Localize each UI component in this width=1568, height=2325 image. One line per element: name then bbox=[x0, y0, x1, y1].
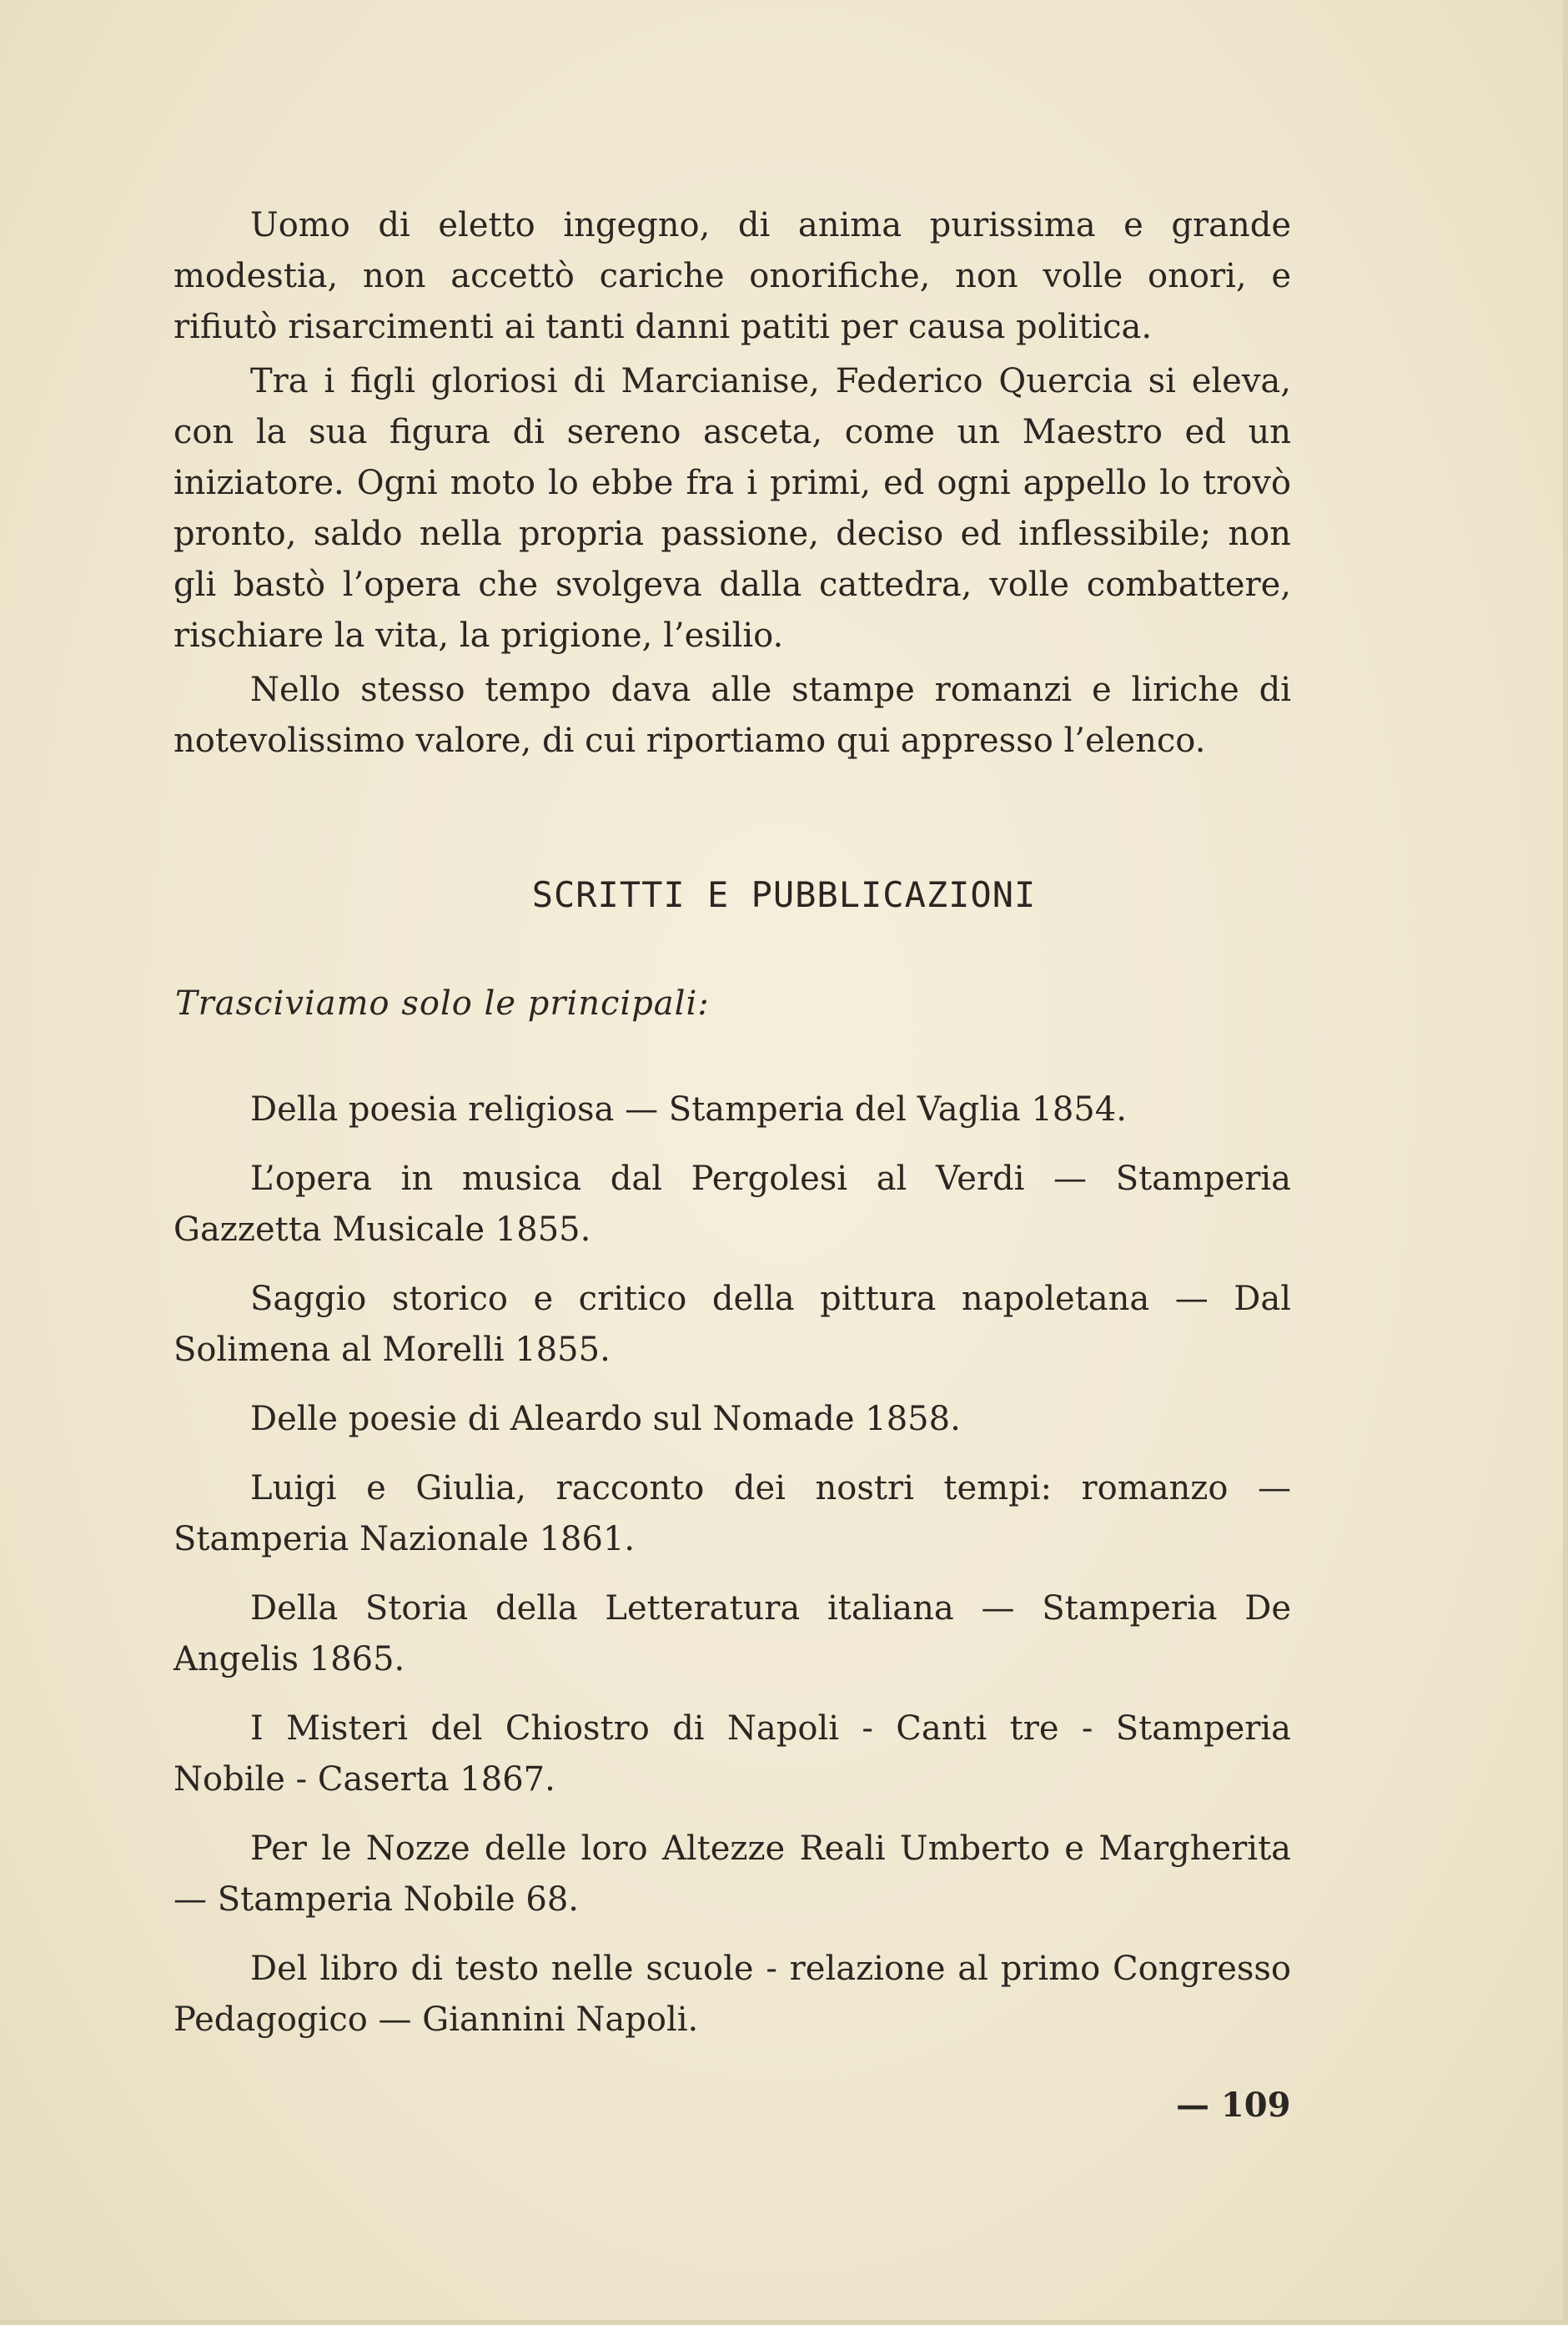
publication-item: I Misteri del Chiostro di Napoli - Canti tre - Stamperia Nobile - Caserta 1867. bbox=[173, 1709, 1291, 1799]
publication-item: Della Storia della Letteratura italiana — Stamperia De Angelis 1865. bbox=[173, 1589, 1291, 1678]
publication-item: Per le Nozze delle loro Altezze Reali Umberto e Margherita — Stamperia Nobile 68. bbox=[173, 1829, 1291, 1919]
page-number: — 109 bbox=[1176, 2086, 1291, 2125]
publication-item: Delle poesie di Aleardo sul Nomade 1858. bbox=[250, 1400, 961, 1438]
intro-paragraph: Tra i figli gloriosi di Marcianise, Federico Quercia si eleva, con la sua figura di sereno asceta, come un Maestro ed un iniziatore. Ogni moto lo ebbe fra i primi, ed ogni appello lo trovò pronto, saldo nella propria passione, deciso ed inflessibile; non gli bastò l’opera che svolgeva dalla cattedra, volle combattere, rischiare la vita, la prigione, l’esilio. bbox=[173, 362, 1291, 655]
publications-list bbox=[173, 1084, 1291, 2046]
intro-paragraph: Nello stesso tempo dava alle stampe romanzi e liriche di notevolissimo valore, di cui riportiamo qui appresso l’elenco. bbox=[173, 671, 1291, 760]
section-title: SCRITTI E PUBBLICAZIONI bbox=[531, 874, 1037, 915]
section-subtitle: Trasciviamo solo le principali: bbox=[175, 984, 710, 1023]
publication-item: Luigi e Giulia, racconto dei nostri tempi: romanzo — Stamperia Nazionale 1861. bbox=[173, 1469, 1291, 1558]
intro-text bbox=[173, 200, 1291, 767]
publication-item: Della poesia religiosa — Stamperia del Vaglia 1854. bbox=[250, 1090, 1127, 1129]
publication-item: L’opera in musica dal Pergolesi al Verdi — Stamperia Gazzetta Musicale 1855. bbox=[173, 1160, 1291, 1249]
publication-item: Del libro di testo nelle scuole - relazione al primo Congresso Pedagogico — Giannini Napoli. bbox=[173, 1950, 1291, 2039]
publication-item: Saggio storico e critico della pittura napoletana — Dal Solimena al Morelli 1855. bbox=[173, 1280, 1291, 1369]
intro-paragraph: Uomo di eletto ingegno, di anima purissima e grande modestia, non accettò cariche onorifiche, non volle onori, e rifiutò risarcimenti ai tanti danni patiti per causa politica. bbox=[173, 206, 1291, 346]
